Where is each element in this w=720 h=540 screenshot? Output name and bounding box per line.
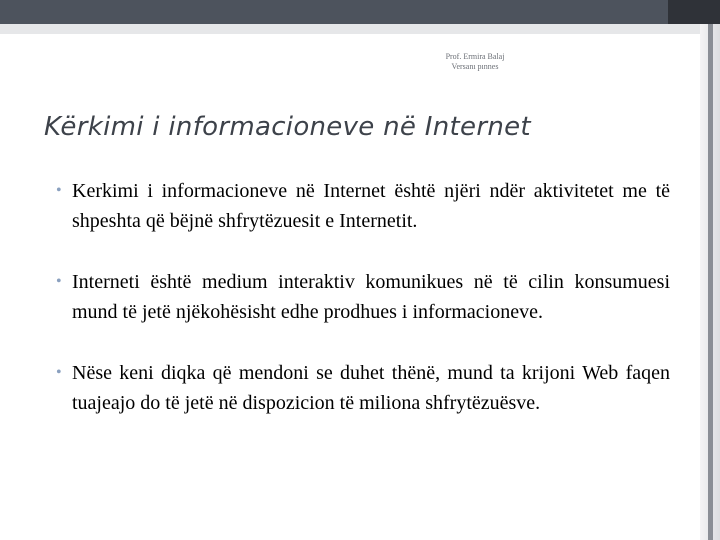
bullet-item [56,176,670,236]
bullet-icon: • [56,364,62,381]
top-decorative-bar [0,0,720,24]
bullet-item [56,358,670,418]
bullet-list [56,176,670,449]
bullet-icon: • [56,182,62,199]
header-author: Prof. Ermira Balaj [445,52,505,61]
bullet-text: Interneti është medium interaktiv komunikues në të cilin konsumuesi mund të jetë njëkohësisht edhe prodhues i informacioneve. [72,271,670,323]
bullet-item [56,267,670,327]
bullet-icon: • [56,273,62,290]
header-subtitle: Versanı pınnes [451,62,499,71]
top-light-band [0,24,700,34]
bullet-text: Nëse keni diqka që mendoni se duhet thënë, mund ta krijoni Web faqen tuajeajo do të jetë në dispozicion të miliona shfrytëzuësve. [72,362,670,414]
slide-title: Kërkimi i informacioneve në Internet [44,112,531,142]
top-bar-accent [668,0,720,24]
right-decorative-line [708,24,713,540]
header-note [430,52,520,72]
bullet-text: Kerkimi i informacioneve në Internet është njëri ndër aktivitetet me të shpeshta që bëjnë shfrytëzuesit e Internetit. [72,180,670,232]
